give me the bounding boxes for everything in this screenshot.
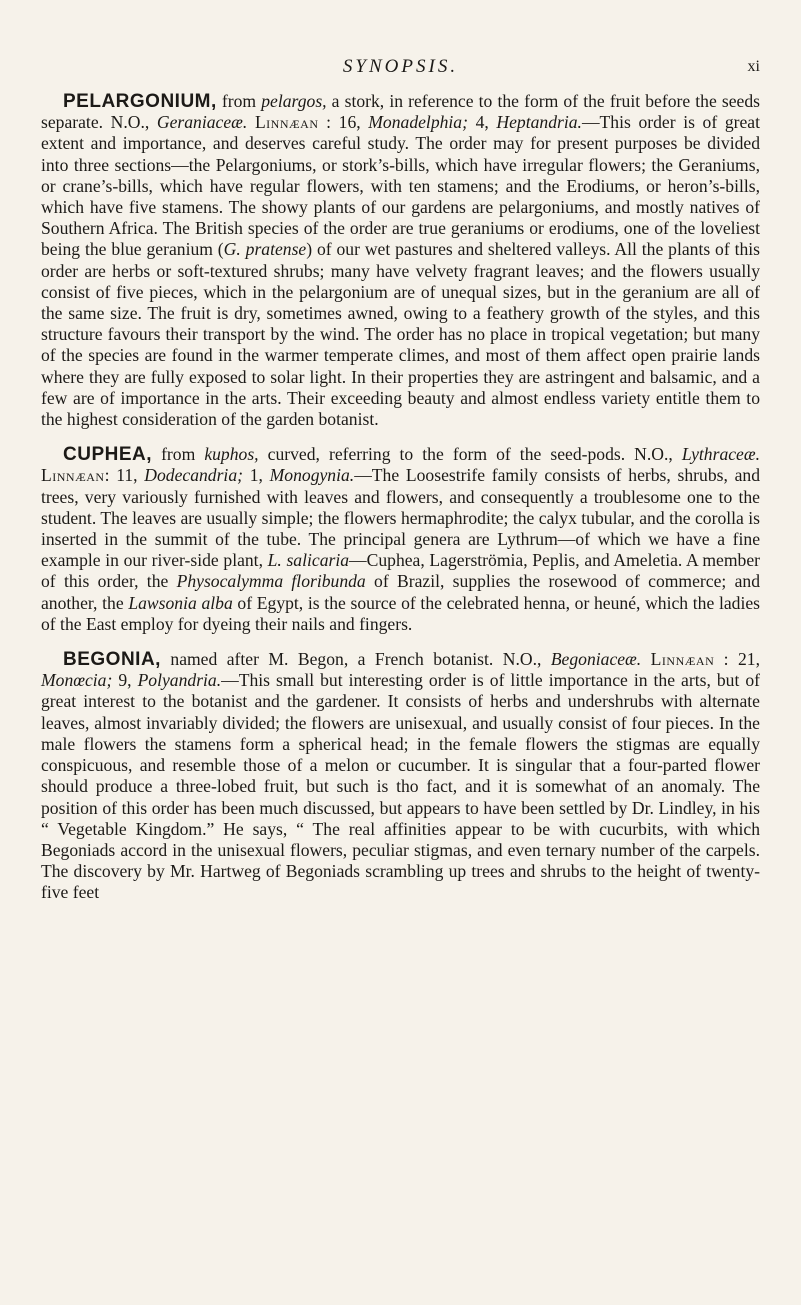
text-run: —This small but interesting order is of little importance in the arts, but of great interest to the botanist and the gardener. It consists of herbs and undershrubs with alternate leaves, almost invariably divided; the flowers are unisexual, and usually consist of four pieces. In the male flowers the stamens form a spherical head; in the female flowers the stigmas are equally conspicuous, and resemble those of a melon or cucumber. It is singular that a four-parted flower should produce a three-lobed fruit, but such is tho fact, and it is somewhat of an anomaly. The position of this order has been much discussed, but appears to have been settled by Dr. Lindley, in his “ Vegetable Kingdom.” He says, “ The real affinities appear to be with cucurbits, with which Begoniads accord in the unisexual flowers, peculiar stigmas, and even ternary number of the carpels. The discovery by Mr. Hartweg of Begoniads scrambling up trees and shrubs to the height of twenty-five feet bbox=[41, 670, 760, 903]
italic-term: Heptandria. bbox=[496, 112, 582, 133]
text-run bbox=[247, 112, 255, 132]
italic-term: Lawsonia alba bbox=[128, 592, 233, 613]
italic-term: Begoniaceæ. bbox=[550, 649, 642, 670]
text-run: of Brazil, supplies the rosewood of commerce; and another, the bbox=[41, 571, 760, 613]
text-run: curved, referring to the form of the seed-pods. N.O., bbox=[258, 444, 682, 465]
entry-cuphea bbox=[41, 444, 760, 635]
text-run: a stork, in reference to the form of the fruit before the seeds separate. N.O., bbox=[41, 91, 761, 133]
italic-term: Geraniaceæ. bbox=[156, 112, 248, 133]
running-head bbox=[41, 56, 760, 82]
text-run: —This order is of great extent and importance, and deserves careful study. The order may for present purposes be divided into three sections—the Pelargoniums, or stork’s-bills, which have irregular flowers; the Geraniums, or crane’s-bills, which have regular flowers, with ten stamens; and the Erodiums, or heron’s-bills, which have five stamens. The showy plants of our gardens are pelargoniums, and mostly natives of Southern Africa. The British species of the order are true geraniums or erodiums, one of the loveliest being the blue geranium ( bbox=[41, 112, 761, 260]
italic-term: kuphos, bbox=[204, 444, 259, 465]
text-run: named after M. Begon, a French botanist. N.O., bbox=[160, 649, 551, 670]
italic-term: G. pratense bbox=[223, 239, 307, 260]
italic-term: Physocalymma floribunda bbox=[176, 571, 366, 592]
page-number: xi bbox=[747, 58, 760, 75]
italic-term: Dodecandria; bbox=[144, 465, 243, 486]
italic-term: pelargos, bbox=[261, 91, 327, 111]
text-run bbox=[641, 649, 650, 669]
text-run: from bbox=[152, 444, 205, 465]
text-run: 1, bbox=[242, 465, 270, 486]
italic-term: Monœcia; bbox=[41, 670, 113, 691]
text-run: : 16, bbox=[318, 112, 369, 133]
italic-term: Monadelphia; bbox=[368, 112, 468, 133]
small-caps-term: Linnæan bbox=[41, 465, 105, 486]
entry-begonia bbox=[41, 649, 760, 903]
text-run: 9, bbox=[112, 670, 138, 691]
text-run: 4, bbox=[467, 112, 497, 133]
running-title: SYNOPSIS. bbox=[342, 56, 459, 77]
text-run: ) of our wet pastures and sheltered valleys. All the plants of this order are herbs or soft-textured shrubs; many have velvety fragrant leaves; and the flowers usually consist of five pieces, which in the pelargonium are of unequal sizes, but in the geranium are all of the same size. The fruit is dry, sometimes awned, owing to a feathery growth of the styles, and this structure favours their transport by the wind. The order has no place in tropical vegetation; but many of the species are found in the warmer temperate climes, and most of them affect open prairie lands where they are fully exposed to solar light. In their properties they are astringent and balsamic, and a few are of importance in the arts. Their exceeding beauty and almost endless variety entitle them to the highest consideration of the garden botanist. bbox=[41, 239, 760, 430]
entry-headword: CUPHEA, bbox=[63, 444, 153, 466]
text-run: —Cuphea, Lagerströmia, Peplis, and Ameletia. A member of this order, the bbox=[41, 550, 760, 592]
text-run: of Egypt, is the source of the celebrated henna, or heuné, which the ladies of the East employ for dyeing their nails and fingers. bbox=[41, 592, 761, 634]
italic-term: Lythraceæ. bbox=[681, 444, 760, 465]
italic-term: Monogynia. bbox=[269, 465, 355, 486]
small-caps-term: Linnæan bbox=[650, 649, 715, 670]
synopsis-body bbox=[41, 91, 760, 918]
small-caps-term: Linnæan bbox=[254, 112, 319, 133]
entry-pelargonium bbox=[41, 91, 760, 430]
text-run: : 21, bbox=[714, 649, 760, 670]
text-run: —The Loosestrife family consists of herbs, shrubs, and trees, very variously furnished with leaves and flowers, and consequently a troublesome one to the student. The leaves are usually simple; the flowers hermaphrodite; the calyx tubular, and the corolla is inserted in the summit of the tube. The principal genera are Lythrum—of which we have a fine example in our river-side plant, bbox=[41, 465, 760, 571]
entry-headword: PELARGONIUM, bbox=[63, 91, 217, 112]
italic-term: L. salicaria bbox=[267, 550, 350, 571]
entry-headword: BEGONIA, bbox=[63, 649, 161, 671]
italic-term: Polyandria. bbox=[137, 670, 222, 691]
text-run: : 11, bbox=[104, 465, 145, 486]
text-run: from bbox=[216, 91, 262, 111]
